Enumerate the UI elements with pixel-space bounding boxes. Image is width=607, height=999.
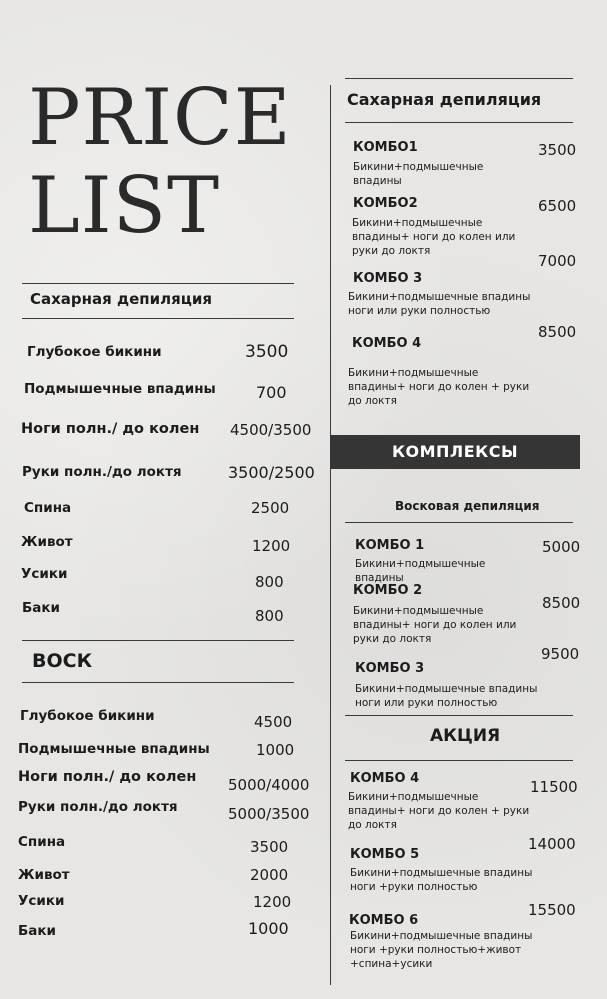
sugar-item-price: 3500/2500	[228, 463, 315, 482]
right-wax-rule	[345, 522, 573, 523]
sugar-combo-price: 7000	[538, 252, 577, 270]
sugar-combo-price: 8500	[538, 323, 577, 341]
wax-combo-name: КОМБО 1	[355, 538, 425, 553]
right-sugar-bottom-rule	[345, 122, 573, 123]
sugar-item-name: Подмышечные впадины	[24, 381, 216, 397]
wax-item-price: 3500	[250, 838, 289, 856]
sugar-item-price: 800	[255, 573, 284, 591]
wax-item-price: 5000/4000	[228, 776, 310, 794]
title-price: PRICE	[28, 73, 292, 163]
sugar-item-name: Ноги полн./ до колен	[21, 421, 200, 437]
promo-combo-price: 14000	[528, 835, 576, 853]
promo-combo-price: 11500	[530, 778, 578, 796]
right-sugar-top-rule	[345, 78, 573, 79]
wax-combo-price: 8500	[542, 594, 581, 612]
wax-item-price: 1000	[256, 741, 295, 759]
left-sugar-bottom-rule	[22, 318, 294, 319]
wax-item-price: 1000	[248, 919, 289, 938]
wax-combo-desc: Бикини+подмышечные впадины+ ноги до колен или руки до локтя	[353, 605, 517, 645]
wax-item-name: Живот	[18, 867, 70, 883]
sugar-combo-name: КОМБО1	[353, 140, 418, 155]
wax-item-price: 5000/3500	[228, 805, 310, 823]
wax-item-price: 1200	[253, 893, 292, 911]
left-wax-bottom-rule	[22, 682, 294, 683]
sugar-item-price: 3500	[245, 342, 289, 362]
wax-item-price: 4500	[254, 713, 293, 731]
wax-item-name: Ноги полн./ до колен	[18, 769, 197, 785]
right-sugar-heading: Сахарная депиляция	[347, 90, 542, 109]
wax-item-price: 2000	[250, 866, 289, 884]
left-wax-top-rule	[22, 640, 294, 641]
wax-combo-name: КОМБО 2	[353, 583, 423, 598]
sugar-item-name: Руки полн./до локтя	[22, 464, 182, 480]
wax-item-name: Спина	[18, 834, 66, 850]
complex-banner: КОМПЛЕКСЫ	[330, 435, 580, 469]
sugar-combo-name: КОМБО 4	[352, 336, 422, 351]
wax-combo-desc: Бикини+подмышечные впадины ноги или руки полностью	[355, 683, 538, 709]
sugar-item-name: Глубокое бикини	[27, 344, 162, 360]
sugar-combo-price: 6500	[538, 197, 577, 215]
promo-heading: АКЦИЯ	[430, 726, 501, 746]
sugar-item-price: 2500	[251, 499, 290, 517]
sugar-item-name: Спина	[24, 500, 72, 516]
right-wax-heading: Восковая депиляция	[395, 499, 540, 513]
sugar-combo-desc: Бикини+подмышечные впадины+ ноги до колен + руки до локтя	[348, 367, 530, 407]
promo-combo-name: КОМБО 4	[350, 771, 420, 786]
wax-item-name: Баки	[18, 923, 57, 939]
promo-combo-name: КОМБО 6	[349, 913, 419, 928]
sugar-item-price: 700	[256, 383, 287, 402]
promo-combo-desc: Бикини+подмышечные впадины ноги +руки полностью+живот +спина+усики	[350, 930, 533, 970]
left-sugar-heading: Сахарная депиляция	[30, 290, 213, 308]
sugar-item-name: Баки	[22, 600, 61, 616]
left-wax-heading: ВОСК	[32, 650, 93, 672]
promo-combo-desc: Бикини+подмышечные впадины ноги +руки полностью	[350, 867, 533, 893]
promo-bottom-rule	[345, 760, 573, 761]
sugar-combo-price: 3500	[538, 141, 577, 159]
wax-item-name: Усики	[18, 893, 65, 909]
sugar-combo-name: КОМБО2	[353, 196, 418, 211]
sugar-item-price: 1200	[252, 537, 291, 555]
title-list: LIST	[28, 161, 221, 251]
wax-item-name: Глубокое бикини	[20, 708, 155, 724]
sugar-combo-name: КОМБО 3	[353, 271, 423, 286]
sugar-item-name: Усики	[21, 566, 68, 582]
wax-combo-price: 5000	[542, 538, 581, 556]
sugar-item-name: Живот	[21, 534, 73, 550]
sugar-combo-desc: Бикини+подмышечные впадины	[353, 161, 484, 187]
sugar-item-price: 800	[255, 607, 284, 625]
wax-combo-name: КОМБО 3	[355, 661, 425, 676]
promo-combo-price: 15500	[528, 901, 576, 919]
sugar-combo-desc: Бикини+подмышечные впадины ноги или руки полностью	[348, 291, 531, 317]
promo-combo-desc: Бикини+подмышечные впадины+ ноги до колен + руки до локтя	[348, 791, 530, 831]
wax-item-name: Руки полн./до локтя	[18, 799, 178, 815]
wax-combo-desc: Бикини+подмышечные впадины	[355, 558, 486, 584]
promo-combo-name: КОМБО 5	[350, 847, 420, 862]
center-divider	[330, 85, 331, 985]
promo-top-rule	[345, 715, 573, 716]
left-sugar-top-rule	[22, 283, 294, 284]
sugar-combo-desc: Бикини+подмышечные впадины+ ноги до колен или руки до локтя	[352, 217, 516, 257]
wax-combo-price: 9500	[541, 645, 580, 663]
sugar-item-price: 4500/3500	[230, 421, 312, 439]
wax-item-name: Подмышечные впадины	[18, 741, 210, 757]
